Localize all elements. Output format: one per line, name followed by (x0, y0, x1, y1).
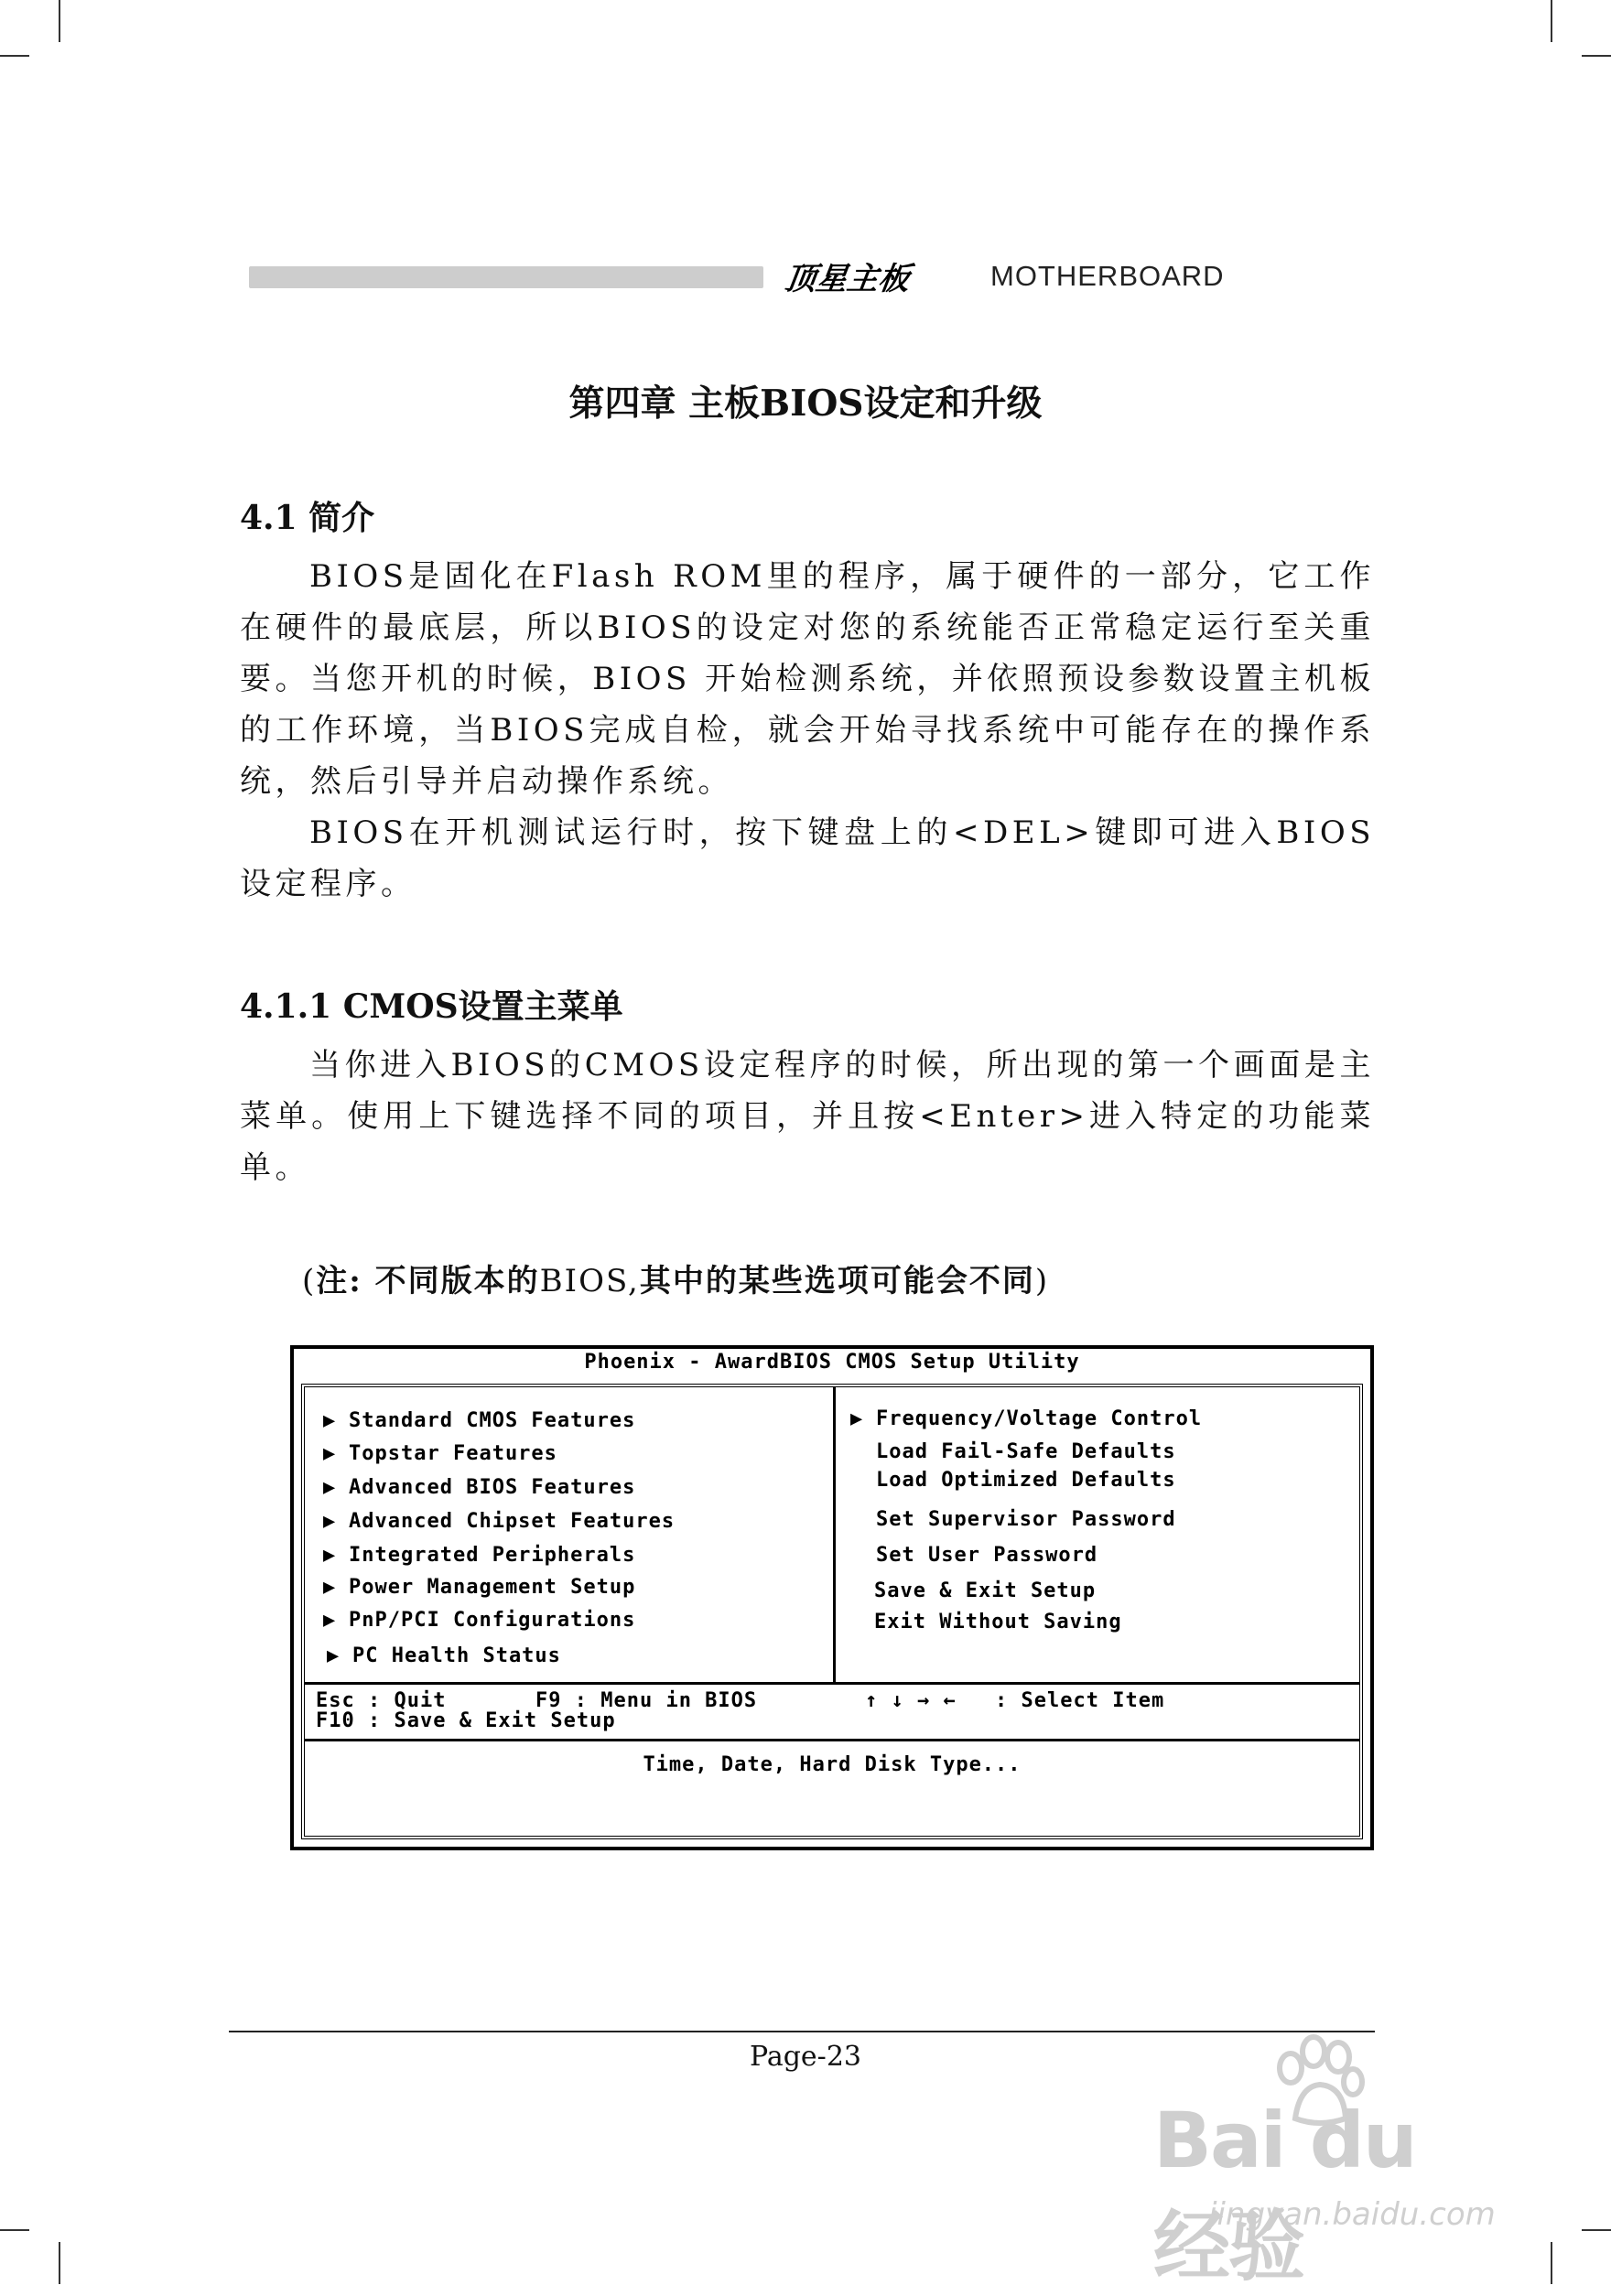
triangle-right-icon: ▶ (323, 1409, 337, 1432)
bios-menu-item[interactable] (323, 1442, 557, 1465)
triangle-right-icon: ▶ (323, 1476, 337, 1499)
note-bold-1: 注: 不同版本的 (316, 1263, 540, 1299)
bios-menu-item[interactable] (850, 1407, 1202, 1430)
footer-rule (229, 2031, 1375, 2032)
bios-menu-label: Set User Password (876, 1544, 1098, 1567)
bios-menu-item[interactable] (323, 1609, 635, 1632)
bios-menu-item[interactable] (876, 1508, 1176, 1531)
triangle-right-icon: ▶ (323, 1510, 337, 1533)
bios-menu-item[interactable] (874, 1579, 1096, 1602)
triangle-right-icon: ▶ (323, 1609, 337, 1632)
bios-right-menu (836, 1387, 1359, 1682)
arrow-keys-icon: ↑ ↓ → ← (865, 1689, 957, 1712)
header-bar (249, 266, 763, 288)
bios-menu-item[interactable] (327, 1644, 561, 1667)
bios-item-description: Time, Date, Hard Disk Type... (643, 1753, 1022, 1776)
bios-menu-label: Integrated Peripherals (349, 1544, 636, 1567)
paragraph-intro (240, 551, 1375, 807)
watermark-main: Bai du 经验 (1153, 2096, 1416, 2291)
bios-menu-label: Power Management Setup (349, 1576, 636, 1599)
crop-mark (59, 2242, 60, 2284)
triangle-right-icon: ▶ (323, 1544, 337, 1567)
bios-menu-label: Advanced BIOS Features (349, 1476, 636, 1499)
bios-menu-label: Load Optimized Defaults (876, 1469, 1176, 1492)
bios-menu-label: Frequency/Voltage Control (876, 1407, 1203, 1430)
bios-menu-item[interactable] (874, 1611, 1122, 1633)
bios-help-esc: Esc : Quit (316, 1689, 447, 1712)
version-note (302, 1256, 1049, 1300)
bios-menu-item[interactable] (323, 1409, 635, 1432)
bios-screenshot (290, 1345, 1374, 1850)
bios-menu-item[interactable] (323, 1576, 635, 1599)
triangle-right-icon: ▶ (323, 1576, 337, 1599)
crop-mark (1551, 2242, 1552, 2284)
crop-mark (1582, 55, 1611, 57)
bios-menu-label: Set Supervisor Password (876, 1508, 1176, 1531)
crop-mark (1551, 0, 1552, 42)
bios-left-menu (305, 1387, 836, 1682)
brand-logo-cn: 顶星主板 (782, 261, 913, 297)
bios-menu-item[interactable] (323, 1544, 635, 1567)
brand-name-en: MOTHERBOARD (990, 260, 1225, 292)
section-heading-4-1: 4.1 简介 (240, 499, 375, 537)
paragraph-del-key-text: BIOS在开机测试运行时，按下键盘上的<DEL>键即可进入BIOS设定程序。 (240, 814, 1375, 902)
bios-menu-label: Topstar Features (349, 1442, 557, 1465)
bios-title: Phoenix - AwardBIOS CMOS Setup Utility (584, 1351, 1080, 1374)
crop-mark (1582, 2229, 1611, 2231)
bios-menu-item[interactable] (323, 1510, 675, 1533)
crop-mark (59, 0, 60, 42)
bios-help-select: : Select Item (995, 1689, 1165, 1712)
triangle-right-icon: ▶ (327, 1644, 341, 1667)
baidu-watermark (1153, 2068, 1501, 2291)
paragraph-main-menu-text: 当你进入BIOS的CMOS设定程序的时候，所出现的第一个画面是主菜单。使用上下键选择不同的项目，并且按<Enter>进入特定的功能菜单。 (240, 1047, 1375, 1186)
paragraph-del-key (240, 807, 1375, 910)
triangle-right-icon: ▶ (850, 1407, 864, 1430)
bios-help-f10: F10 : Save & Exit Setup (316, 1709, 616, 1732)
chapter-title: 第四章 主板BIOS设定和升级 (568, 383, 1043, 425)
crop-mark (0, 55, 29, 57)
paragraph-intro-text: BIOS是固化在Flash ROM里的程序，属于硬件的一部分，它工作在硬件的最底层，所以BIOS的设定对您的系统能否正常稳定运行至关重要。当您开机的时候，BIOS 开始检测系统，并依照预设参数设置主机板的工作环境，当BIOS完成自检，就会开始寻找系统中可能存在的操作系统，然后引导并启动操作系统。 (240, 558, 1375, 800)
note-bold-2: 其中的某些选项可能会不同 (639, 1263, 1035, 1299)
bios-menu-label: Standard CMOS Features (349, 1409, 636, 1432)
crop-mark (0, 2229, 29, 2231)
bios-menu-item[interactable] (876, 1469, 1176, 1492)
bios-divider (305, 1682, 1359, 1685)
bios-menu-label: PnP/PCI Configurations (349, 1609, 636, 1632)
bios-help-f9: F9 : Menu in BIOS (535, 1689, 758, 1712)
page-number: Page-23 (750, 2041, 861, 2073)
triangle-right-icon: ▶ (323, 1442, 337, 1465)
bios-menu-label: Save & Exit Setup (874, 1579, 1097, 1602)
section-heading-4-1-1: 4.1.1 CMOS设置主菜单 (240, 987, 623, 1026)
bios-menu-label: Advanced Chipset Features (349, 1510, 676, 1533)
bios-frame (301, 1384, 1363, 1839)
bios-divider (305, 1739, 1359, 1741)
bios-menu-item[interactable] (876, 1440, 1176, 1463)
note-paren-close: ) (1034, 1263, 1050, 1299)
paragraph-main-menu (240, 1040, 1375, 1193)
bios-menu-label: Load Fail-Safe Defaults (876, 1440, 1176, 1463)
bios-menu-item[interactable] (323, 1476, 635, 1499)
note-bios: BIOS, (539, 1263, 640, 1299)
watermark-url: jingyan.baidu.com (1208, 2196, 1496, 2233)
note-paren-open: ( (302, 1263, 317, 1299)
bios-menu-label: PC Health Status (352, 1644, 561, 1667)
bios-menu-item[interactable] (876, 1544, 1097, 1567)
bios-menu-label: Exit Without Saving (874, 1611, 1122, 1633)
